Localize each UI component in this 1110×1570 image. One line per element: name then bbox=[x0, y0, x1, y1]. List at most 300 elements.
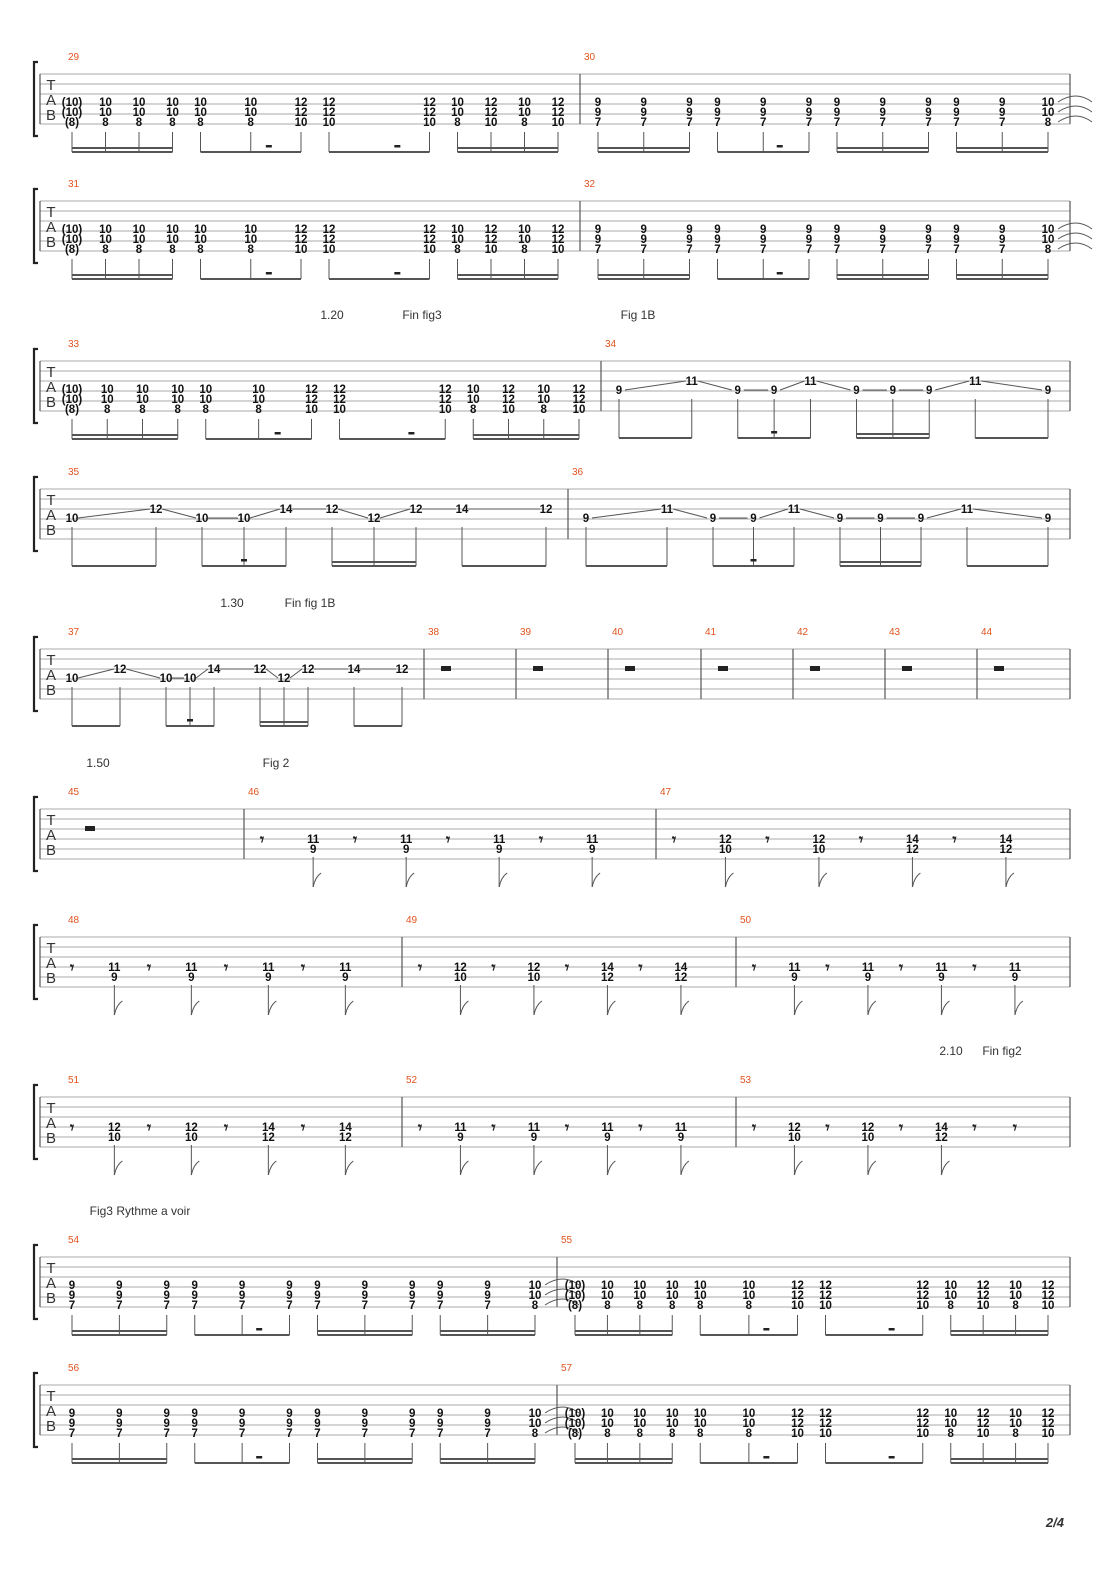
fret-number: 10 bbox=[944, 1280, 958, 1292]
dot-mark bbox=[889, 1456, 895, 1459]
measure bbox=[977, 627, 1070, 699]
fret-number: 8 bbox=[947, 1428, 954, 1440]
note-flag bbox=[534, 1001, 542, 1015]
section-annotation: Fig 2 bbox=[262, 756, 290, 770]
fret-number: 10 bbox=[294, 117, 308, 129]
fret-number: 10 bbox=[1041, 1428, 1055, 1440]
measure bbox=[68, 1075, 353, 1175]
fret-number: 10 bbox=[100, 394, 114, 406]
fret-number: 10 bbox=[791, 1428, 804, 1440]
fret-number: 12 bbox=[305, 394, 318, 406]
fret-number: 11 bbox=[935, 962, 948, 974]
fret-number: 11 bbox=[861, 962, 875, 974]
fret-number: 12 bbox=[1041, 1290, 1055, 1302]
fret-number: 9 bbox=[265, 972, 272, 984]
measure bbox=[424, 627, 451, 699]
fret-number: 7 bbox=[238, 1300, 246, 1312]
dot-mark bbox=[241, 559, 247, 562]
section-annotation: 1.30 bbox=[220, 596, 244, 610]
measure-number: 30 bbox=[584, 52, 596, 63]
measure-number: 29 bbox=[68, 52, 80, 63]
fret-number: 9 bbox=[238, 1280, 246, 1292]
measure-number: 55 bbox=[561, 1235, 573, 1246]
fret-number: 9 bbox=[191, 1418, 198, 1430]
whole-rest bbox=[810, 666, 820, 671]
fret-number: 12 bbox=[301, 664, 315, 676]
fret-number: 14 bbox=[279, 504, 293, 516]
fret-number: 9 bbox=[116, 1290, 123, 1302]
fret-number: 10 bbox=[1009, 1290, 1022, 1302]
fret-number: 8 bbox=[174, 404, 181, 416]
fret-number: 7 bbox=[953, 117, 960, 129]
fret-number: 9 bbox=[582, 513, 590, 525]
fret-number: 12 bbox=[861, 1122, 875, 1134]
note-flag bbox=[912, 873, 920, 887]
fret-number: 10 bbox=[237, 513, 251, 525]
fret-number: 10 bbox=[976, 1300, 990, 1312]
dot-mark bbox=[408, 432, 414, 435]
eighth-rest: 𝄾 bbox=[671, 830, 677, 849]
fret-number: 10 bbox=[633, 1418, 647, 1430]
fret-number: 10 bbox=[819, 1300, 832, 1312]
measure-number: 56 bbox=[68, 1363, 80, 1374]
note-flag bbox=[114, 1161, 122, 1175]
fret-number: 12 bbox=[935, 1132, 948, 1144]
fret-number: 9 bbox=[361, 1418, 369, 1430]
tab-letter-t: T bbox=[46, 492, 56, 509]
fret-number: 10 bbox=[742, 1290, 756, 1302]
note-flag bbox=[313, 873, 321, 887]
fret-number: 9 bbox=[925, 97, 932, 109]
fret-number: (8) bbox=[64, 117, 80, 129]
eighth-rest: 𝄾 bbox=[898, 1118, 904, 1137]
slide-line bbox=[250, 509, 280, 518]
fret-number: 12 bbox=[423, 224, 436, 236]
dot-mark bbox=[394, 145, 400, 148]
fret-number: 10 bbox=[132, 234, 146, 246]
fret-number: 12 bbox=[601, 972, 614, 984]
dot-mark bbox=[266, 145, 272, 148]
fret-number: 12 bbox=[1041, 1280, 1055, 1292]
tab-letter-t: T bbox=[46, 364, 56, 381]
tab-letter-b: B bbox=[45, 107, 57, 124]
fret-number: 12 bbox=[338, 1132, 352, 1144]
fret-number: (10) bbox=[564, 1280, 586, 1292]
whole-rest bbox=[718, 666, 728, 671]
measure bbox=[62, 52, 565, 152]
fret-number: 14 bbox=[347, 664, 361, 676]
fret-number: 9 bbox=[760, 224, 767, 236]
fret-number: 7 bbox=[484, 1428, 491, 1440]
eighth-rest: 𝄾 bbox=[751, 958, 757, 977]
fret-number: 11 bbox=[339, 962, 352, 974]
fret-number: 7 bbox=[68, 1300, 76, 1312]
system-bracket bbox=[34, 1245, 38, 1319]
fret-number: 7 bbox=[163, 1428, 170, 1440]
fret-number: 14 bbox=[935, 1122, 948, 1134]
fret-number: 9 bbox=[191, 1280, 198, 1292]
fret-number: 10 bbox=[244, 107, 258, 119]
fret-number: 9 bbox=[770, 385, 778, 397]
fret-number: 11 bbox=[108, 962, 121, 974]
fret-number: 9 bbox=[953, 97, 960, 109]
fret-number: 12 bbox=[294, 97, 308, 109]
fret-number: 10 bbox=[65, 513, 79, 525]
measure bbox=[601, 339, 1070, 438]
fret-number: 7 bbox=[925, 117, 932, 129]
fret-number: 9 bbox=[917, 513, 925, 525]
slide-line bbox=[78, 669, 114, 678]
eighth-rest: 𝄾 bbox=[825, 1118, 830, 1137]
fret-number: 9 bbox=[342, 972, 349, 984]
fret-number: 9 bbox=[686, 234, 693, 246]
measure-number: 45 bbox=[68, 787, 80, 798]
fret-number: 7 bbox=[314, 1300, 321, 1312]
slide-line bbox=[800, 509, 834, 518]
fret-number: 7 bbox=[238, 1428, 246, 1440]
whole-rest bbox=[625, 666, 635, 671]
fret-number: 7 bbox=[116, 1428, 123, 1440]
fret-number: 8 bbox=[540, 404, 547, 416]
fret-number: 12 bbox=[305, 384, 318, 396]
fret-number: 9 bbox=[484, 1290, 491, 1302]
note-flag bbox=[941, 1161, 949, 1175]
fret-number: (10) bbox=[61, 224, 83, 236]
slide-line bbox=[266, 669, 278, 678]
fret-number: 10 bbox=[601, 1290, 614, 1302]
measure-number: 54 bbox=[68, 1235, 80, 1246]
fret-number: 7 bbox=[286, 1300, 293, 1312]
note-flag bbox=[191, 1161, 199, 1175]
fret-number: 12 bbox=[1041, 1418, 1055, 1430]
fret-number: 12 bbox=[322, 224, 336, 236]
fret-number: 12 bbox=[791, 1290, 804, 1302]
fret-number: 9 bbox=[594, 234, 602, 246]
fret-number: 10 bbox=[665, 1408, 679, 1420]
fret-number: 11 bbox=[685, 376, 698, 388]
eighth-rest: 𝄾 bbox=[417, 958, 423, 977]
fret-number: 9 bbox=[68, 1290, 76, 1302]
fret-number: 10 bbox=[107, 1132, 121, 1144]
fret-number: 9 bbox=[309, 844, 317, 856]
eighth-rest: 𝄾 bbox=[300, 958, 306, 977]
fret-number: 12 bbox=[1041, 1408, 1055, 1420]
fret-number: 9 bbox=[314, 1280, 321, 1292]
slide-line bbox=[592, 509, 661, 518]
fret-number: 9 bbox=[925, 234, 932, 246]
fret-number: (10) bbox=[61, 107, 83, 119]
fret-number: 10 bbox=[166, 234, 179, 246]
fret-number: 9 bbox=[805, 234, 813, 246]
eighth-rest: 𝄾 bbox=[751, 1118, 757, 1137]
fret-number: 12 bbox=[976, 1408, 990, 1420]
tie-arc bbox=[1058, 106, 1092, 112]
tab-letter-b: B bbox=[45, 842, 57, 859]
section-annotation: 2.10 bbox=[939, 1044, 963, 1058]
fret-number: 7 bbox=[999, 244, 1006, 256]
measure bbox=[68, 915, 353, 1015]
fret-number: 10 bbox=[184, 1132, 198, 1144]
fret-number: 12 bbox=[261, 1132, 275, 1144]
fret-number: 10 bbox=[451, 107, 464, 119]
fret-number: (8) bbox=[64, 244, 80, 256]
system-bracket bbox=[34, 349, 38, 423]
fret-number: 10 bbox=[665, 1290, 679, 1302]
eighth-rest: 𝄾 bbox=[352, 830, 358, 849]
fret-number: 8 bbox=[636, 1300, 644, 1312]
fret-number: 9 bbox=[864, 972, 872, 984]
measure bbox=[736, 1075, 1070, 1175]
measure-number: 53 bbox=[740, 1075, 752, 1086]
eighth-rest: 𝄾 bbox=[638, 1118, 643, 1137]
eighth-rest: 𝄾 bbox=[491, 958, 496, 977]
dot-mark bbox=[777, 145, 783, 148]
fret-number: 10 bbox=[518, 234, 531, 246]
fret-number: 9 bbox=[116, 1280, 123, 1292]
note-flag bbox=[1006, 873, 1014, 887]
fret-number: 12 bbox=[551, 107, 565, 119]
eighth-rest: 𝄾 bbox=[300, 1118, 306, 1137]
tab-system bbox=[34, 467, 1070, 566]
tab-letter-a: A bbox=[45, 219, 57, 236]
slide-line bbox=[760, 509, 789, 518]
fret-number: 9 bbox=[594, 97, 602, 109]
fret-number: 9 bbox=[1011, 972, 1019, 984]
fret-number: 8 bbox=[139, 404, 146, 416]
fret-number: 14 bbox=[674, 962, 688, 974]
fret-number: 8 bbox=[697, 1300, 704, 1312]
fret-number: 9 bbox=[437, 1280, 444, 1292]
fret-number: 9 bbox=[879, 97, 886, 109]
fret-number: 10 bbox=[244, 97, 258, 109]
fret-number: 10 bbox=[423, 117, 436, 129]
eighth-rest: 𝄾 bbox=[146, 958, 152, 977]
note-flag bbox=[345, 1161, 353, 1175]
fret-number: 12 bbox=[551, 234, 565, 246]
fret-number: (10) bbox=[564, 1290, 586, 1302]
system-bracket bbox=[34, 477, 38, 551]
fret-number: 7 bbox=[686, 244, 693, 256]
fret-number: 7 bbox=[594, 244, 602, 256]
fret-number: 9 bbox=[286, 1418, 293, 1430]
fret-number: 9 bbox=[111, 972, 118, 984]
fret-number: 11 bbox=[493, 834, 506, 846]
dot-mark bbox=[187, 719, 193, 722]
fret-number: 8 bbox=[636, 1428, 644, 1440]
tab-letter-b: B bbox=[45, 522, 57, 539]
fret-number: 9 bbox=[879, 107, 886, 119]
fret-number: 9 bbox=[677, 1132, 685, 1144]
fret-number: (8) bbox=[64, 404, 80, 416]
fret-number: 10 bbox=[518, 107, 531, 119]
note-flag bbox=[268, 1161, 276, 1175]
fret-number: 10 bbox=[537, 394, 551, 406]
fret-number: (10) bbox=[61, 97, 83, 109]
fret-number: 12 bbox=[322, 234, 336, 246]
fret-number: 12 bbox=[791, 1418, 804, 1430]
fret-number: 10 bbox=[171, 394, 185, 406]
fret-number: 10 bbox=[518, 97, 531, 109]
fret-number: 7 bbox=[437, 1428, 444, 1440]
tab-letter-t: T bbox=[46, 812, 56, 829]
fret-number: 10 bbox=[194, 224, 207, 236]
measure-number: 32 bbox=[584, 179, 596, 190]
eighth-rest: 𝄾 bbox=[898, 958, 904, 977]
system-bracket bbox=[34, 1373, 38, 1447]
eighth-rest: 𝄾 bbox=[445, 830, 451, 849]
fret-number: 7 bbox=[833, 117, 841, 129]
measure bbox=[68, 1235, 579, 1335]
fret-number: 10 bbox=[528, 1408, 542, 1420]
fret-number: 12 bbox=[438, 394, 452, 406]
measure-number: 52 bbox=[406, 1075, 418, 1086]
fret-number: 9 bbox=[409, 1280, 416, 1292]
fret-number: 8 bbox=[531, 1300, 539, 1312]
fret-number: (10) bbox=[61, 234, 83, 246]
fret-number: 11 bbox=[586, 834, 599, 846]
fret-number: 12 bbox=[107, 1122, 121, 1134]
tab-letter-b: B bbox=[45, 1290, 57, 1307]
fret-number: 10 bbox=[136, 394, 149, 406]
slide-line bbox=[973, 509, 1042, 518]
fret-number: 12 bbox=[454, 962, 467, 974]
fret-number: 14 bbox=[207, 664, 221, 676]
fret-number: 10 bbox=[99, 107, 112, 119]
fret-number: 7 bbox=[314, 1428, 321, 1440]
fret-number: 9 bbox=[760, 234, 767, 246]
fret-number: 9 bbox=[714, 224, 721, 236]
tab-system bbox=[34, 915, 1070, 1015]
fret-number: 10 bbox=[99, 224, 112, 236]
note-flag bbox=[406, 873, 414, 887]
fret-number: 12 bbox=[819, 1418, 832, 1430]
system-bracket bbox=[34, 62, 38, 136]
fret-number: 10 bbox=[100, 384, 114, 396]
note-flag bbox=[868, 1001, 876, 1015]
fret-number: 10 bbox=[166, 107, 179, 119]
fret-number: 11 bbox=[969, 376, 982, 388]
fret-number: 12 bbox=[999, 844, 1013, 856]
fret-number: 9 bbox=[926, 385, 933, 397]
note-flag bbox=[534, 1161, 542, 1175]
note-flag bbox=[460, 1001, 468, 1015]
section-annotation: Fin fig2 bbox=[982, 1044, 1022, 1058]
measure-number: 48 bbox=[68, 915, 80, 926]
eighth-rest: 𝄾 bbox=[564, 958, 570, 977]
eighth-rest: 𝄾 bbox=[952, 830, 957, 849]
note-flag bbox=[268, 1001, 276, 1015]
fret-number: 7 bbox=[163, 1300, 170, 1312]
measure bbox=[656, 787, 1070, 887]
dot-mark bbox=[763, 1328, 769, 1331]
fret-number: 12 bbox=[395, 664, 409, 676]
fret-number: 9 bbox=[286, 1280, 293, 1292]
dot-mark bbox=[266, 272, 272, 275]
fret-number: 10 bbox=[194, 107, 207, 119]
fret-number: 9 bbox=[640, 107, 647, 119]
fret-number: 10 bbox=[159, 673, 173, 685]
measure bbox=[580, 52, 1092, 152]
fret-number: 9 bbox=[594, 224, 602, 236]
fret-number: 12 bbox=[294, 224, 308, 236]
fret-number: (8) bbox=[567, 1300, 583, 1312]
measure-number: 47 bbox=[660, 787, 672, 798]
page-number: 2/4 bbox=[1045, 1515, 1064, 1530]
fret-number: 9 bbox=[188, 972, 195, 984]
fret-number: 10 bbox=[788, 1132, 801, 1144]
fret-number: 9 bbox=[457, 1132, 464, 1144]
dot-mark bbox=[763, 1456, 769, 1459]
fret-number: 9 bbox=[999, 107, 1006, 119]
measure-number: 34 bbox=[605, 339, 617, 350]
fret-number: 9 bbox=[163, 1408, 170, 1420]
fret-number: 9 bbox=[314, 1418, 321, 1430]
fret-number: 12 bbox=[409, 504, 423, 516]
measure-number: 37 bbox=[68, 627, 80, 638]
measure-number: 39 bbox=[520, 627, 532, 638]
tie-arc bbox=[1058, 96, 1092, 102]
dot-mark bbox=[751, 559, 757, 562]
fret-number: 8 bbox=[745, 1300, 753, 1312]
fret-number: 9 bbox=[238, 1408, 246, 1420]
fret-number: 9 bbox=[879, 224, 886, 236]
fret-number: 9 bbox=[925, 107, 932, 119]
fret-number: 9 bbox=[714, 234, 721, 246]
fret-number: 8 bbox=[947, 1300, 954, 1312]
fret-number: 8 bbox=[1044, 117, 1052, 129]
fret-number: 10 bbox=[1041, 234, 1055, 246]
fret-number: 9 bbox=[409, 1418, 416, 1430]
section-annotation: Fin fig 1B bbox=[284, 596, 336, 610]
fret-number: 12 bbox=[788, 1122, 801, 1134]
measure-number: 50 bbox=[740, 915, 752, 926]
fret-number: 9 bbox=[877, 513, 884, 525]
fret-number: 10 bbox=[976, 1428, 990, 1440]
measure bbox=[402, 915, 689, 1015]
fret-number: 7 bbox=[594, 117, 602, 129]
fret-number: 14 bbox=[601, 962, 614, 974]
measure-number: 40 bbox=[612, 627, 624, 638]
slide-line bbox=[162, 509, 196, 518]
fret-number: 11 bbox=[185, 962, 198, 974]
eighth-rest: 𝄾 bbox=[538, 830, 544, 849]
slide-line bbox=[935, 381, 969, 390]
eighth-rest: 𝄾 bbox=[417, 1118, 423, 1137]
fret-number: 8 bbox=[454, 244, 461, 256]
fret-number: 10 bbox=[195, 513, 209, 525]
tab-system bbox=[34, 179, 1092, 279]
fret-number: 10 bbox=[194, 97, 207, 109]
fret-number: 10 bbox=[944, 1408, 958, 1420]
fret-number: 10 bbox=[527, 972, 541, 984]
measure-number: 42 bbox=[797, 627, 809, 638]
fret-number: 8 bbox=[102, 117, 109, 129]
fret-number: 8 bbox=[102, 244, 109, 256]
fret-number: 12 bbox=[184, 1122, 198, 1134]
fret-number: 9 bbox=[402, 844, 410, 856]
note-flag bbox=[941, 1001, 949, 1015]
tab-letter-b: B bbox=[45, 394, 57, 411]
fret-number: 11 bbox=[788, 962, 801, 974]
fret-number: 9 bbox=[879, 234, 886, 246]
fret-number: 7 bbox=[484, 1300, 491, 1312]
slide-line bbox=[981, 381, 1042, 390]
fret-number: 12 bbox=[149, 504, 163, 516]
fret-number: 9 bbox=[889, 385, 897, 397]
fret-number: 8 bbox=[470, 404, 477, 416]
tie-arc bbox=[1058, 233, 1092, 239]
fret-number: 12 bbox=[791, 1280, 804, 1292]
